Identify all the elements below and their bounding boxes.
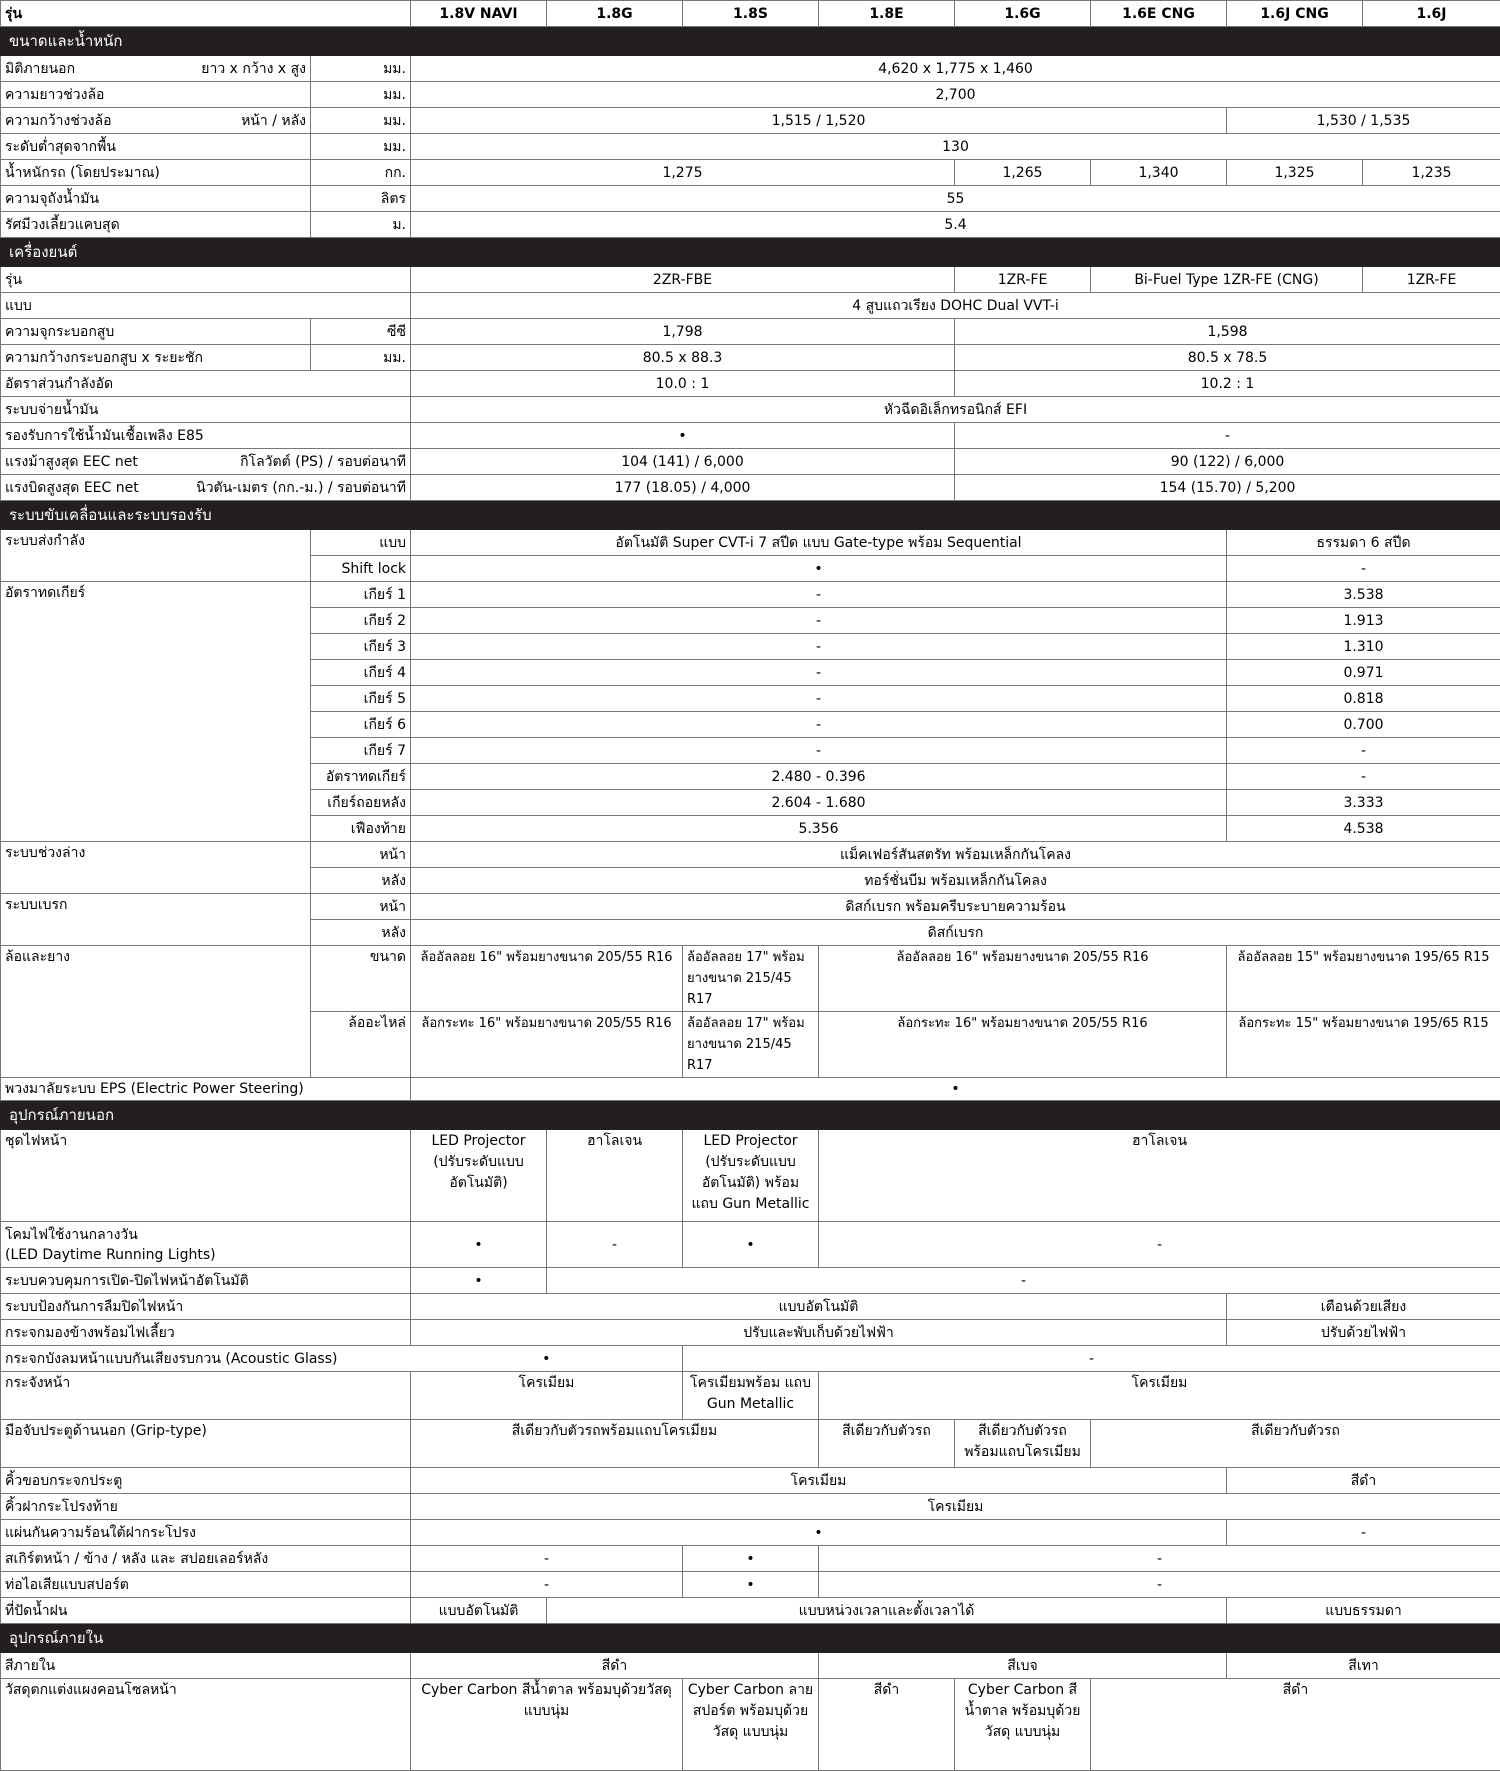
- spec-value: 3.333: [1227, 790, 1500, 816]
- spec-row: [1, 186, 1500, 212]
- spec-sub-label: เฟืองท้าย: [311, 816, 411, 842]
- spec-label: กระจกมองข้างพร้อมไฟเลี้ยว: [1, 1320, 411, 1346]
- spec-row: [1, 160, 1500, 186]
- spec-label: อัตราทดเกียร์: [1, 582, 311, 842]
- spec-label-text: ความกว้างช่วงล้อ: [5, 113, 112, 129]
- spec-value: •: [411, 1268, 547, 1294]
- spec-value: ล้ออัลลอย 15" พร้อมยางขนาด 195/65 R15: [1227, 946, 1500, 1012]
- spec-value: แบบธรรมดา: [1227, 1598, 1500, 1624]
- spec-value: สีเบจ: [819, 1653, 1227, 1679]
- spec-value: ล้อกระทะ 15" พร้อมยางขนาด 195/65 R15: [1227, 1012, 1500, 1078]
- spec-row: [1, 108, 1500, 134]
- spec-label: กระจังหน้า: [1, 1372, 411, 1420]
- spec-value: -: [411, 712, 1227, 738]
- spec-label: ความกว้างกระบอกสูบ x ระยะชัก: [1, 345, 311, 371]
- spec-row: [1, 345, 1500, 371]
- spec-sub-label: เกียร์ 6: [311, 712, 411, 738]
- spec-value: 80.5 x 78.5: [955, 345, 1500, 371]
- spec-value: ปรับด้วยไฟฟ้า: [1227, 1320, 1500, 1346]
- spec-sub-label: เกียร์ถอยหลัง: [311, 790, 411, 816]
- spec-label: คิ้วขอบกระจกประตู: [1, 1468, 411, 1494]
- spec-value: •: [683, 1546, 819, 1572]
- spec-value: ดิสก์เบรก: [411, 920, 1500, 946]
- spec-sub-label: หน้า: [311, 842, 411, 868]
- spec-row: [1, 1130, 1500, 1222]
- spec-value: -: [1227, 738, 1500, 764]
- spec-label: น้ำหนักรถ (โดยประมาณ): [1, 160, 311, 186]
- spec-row: [1, 397, 1500, 423]
- spec-value: -: [1227, 764, 1500, 790]
- spec-label: กระจกบังลมหน้าแบบกันเสียงรบกวน (Acoustic Glass): [1, 1346, 411, 1372]
- section-title: ขนาดและน้ำหนัก: [1, 27, 1500, 56]
- spec-value: 90 (122) / 6,000: [955, 449, 1500, 475]
- spec-value: สีดำ: [1227, 1468, 1500, 1494]
- spec-value: •: [411, 556, 1227, 582]
- spec-row: [1, 1372, 1500, 1420]
- spec-label: ระดับต่ำสุดจากพื้น: [1, 134, 311, 160]
- spec-row: [1, 1268, 1500, 1294]
- model-header-cell: 1.8V NAVI: [411, 1, 547, 27]
- section-title: อุปกรณ์ภายนอก: [1, 1101, 1500, 1130]
- spec-sub-label: เกียร์ 3: [311, 634, 411, 660]
- spec-value: สีเดียวกับตัวรถ พร้อมแถบโครเมียม: [955, 1420, 1091, 1468]
- spec-value: ทอร์ชั่นบีม พร้อมเหล็กกันโคลง: [411, 868, 1500, 894]
- spec-label: [1, 449, 411, 475]
- spec-value: โครเมียมพร้อม แถบ Gun Metallic: [683, 1372, 819, 1420]
- spec-label: พวงมาลัยระบบ EPS (Electric Power Steering): [1, 1078, 411, 1101]
- section-title: เครื่องยนต์: [1, 238, 1500, 267]
- spec-label: ท่อไอเสียแบบสปอร์ต: [1, 1572, 411, 1598]
- spec-value: สีดำ: [411, 1653, 819, 1679]
- spec-value: แม็คเฟอร์สันสตรัท พร้อมเหล็กกันโคลง: [411, 842, 1500, 868]
- spec-value: ธรรมดา 6 สปีด: [1227, 530, 1500, 556]
- spec-row: [1, 1078, 1500, 1101]
- spec-value: 1,265: [955, 160, 1091, 186]
- spec-row: [1, 1572, 1500, 1598]
- spec-label-text: (LED Daytime Running Lights): [5, 1245, 406, 1265]
- spec-value: 5.4: [411, 212, 1500, 238]
- spec-value: หัวฉีดอิเล็กทรอนิกส์ EFI: [411, 397, 1500, 423]
- spec-row: [1, 1320, 1500, 1346]
- spec-value: -: [819, 1222, 1500, 1268]
- spec-sub-label: หน้า / หลัง: [241, 111, 306, 131]
- spec-value: 2ZR-FBE: [411, 267, 955, 293]
- spec-value: 1ZR-FE: [1363, 267, 1500, 293]
- spec-value: 1.310: [1227, 634, 1500, 660]
- spec-value: -: [955, 423, 1500, 449]
- spec-unit: ลิตร: [311, 186, 411, 212]
- spec-sub-label: แบบ: [311, 530, 411, 556]
- spec-value: Cyber Carbon สีน้ำตาล พร้อมบุด้วยวัสดุแบบนุ่ม: [411, 1679, 683, 1771]
- spec-value: ฮาโลเจน: [547, 1130, 683, 1222]
- spec-label: [1, 1222, 411, 1268]
- spec-value: -: [1227, 556, 1500, 582]
- spec-value: -: [411, 582, 1227, 608]
- spec-label: ระบบจ่ายน้ำมัน: [1, 397, 411, 423]
- spec-value: -: [411, 738, 1227, 764]
- spec-value: 0.971: [1227, 660, 1500, 686]
- model-header-cell: 1.6J CNG: [1227, 1, 1363, 27]
- spec-sub-label: ยาว x กว้าง x สูง: [201, 59, 306, 79]
- spec-value: •: [411, 1222, 547, 1268]
- spec-label-text: มิติภายนอก: [5, 61, 75, 77]
- spec-row: [1, 423, 1500, 449]
- spec-value: สีเดียวกับตัวรถ: [1091, 1420, 1500, 1468]
- spec-row: [1, 293, 1500, 319]
- spec-value: -: [411, 660, 1227, 686]
- spec-value: -: [411, 1572, 683, 1598]
- spec-value: -: [819, 1546, 1500, 1572]
- spec-value: 1,340: [1091, 160, 1227, 186]
- spec-label: ระบบส่งกำลัง: [1, 530, 311, 582]
- spec-sub-label: หน้า: [311, 894, 411, 920]
- spec-value: 1,275: [411, 160, 955, 186]
- spec-label: สเกิร์ตหน้า / ข้าง / หลัง และ สปอยเลอร์หลัง: [1, 1546, 411, 1572]
- spec-value: ปรับและพับเก็บด้วยไฟฟ้า: [411, 1320, 1227, 1346]
- spec-label: รองรับการใช้น้ำมันเชื้อเพลิง E85: [1, 423, 411, 449]
- spec-value: •: [411, 1078, 1500, 1101]
- spec-value: 3.538: [1227, 582, 1500, 608]
- spec-value: 1,235: [1363, 160, 1500, 186]
- spec-row: [1, 56, 1500, 82]
- model-header-cell: 1.6G: [955, 1, 1091, 27]
- spec-value: -: [547, 1222, 683, 1268]
- spec-unit: มม.: [311, 56, 411, 82]
- spec-label: สีภายใน: [1, 1653, 411, 1679]
- spec-value: 1.913: [1227, 608, 1500, 634]
- spec-row: [1, 82, 1500, 108]
- spec-sub-label: Shift lock: [311, 556, 411, 582]
- spec-row: [1, 582, 1500, 608]
- spec-value: ล้อกระทะ 16" พร้อมยางขนาด 205/55 R16: [411, 1012, 683, 1078]
- model-header-cell: 1.8S: [683, 1, 819, 27]
- spec-value: 2.604 - 1.680: [411, 790, 1227, 816]
- model-header-row: [1, 1, 1500, 27]
- spec-sub-label: เกียร์ 4: [311, 660, 411, 686]
- spec-value: 1,325: [1227, 160, 1363, 186]
- spec-row: [1, 842, 1500, 868]
- spec-label: [1, 108, 311, 134]
- spec-label: ระบบควบคุมการเปิด-ปิดไฟหน้าอัตโนมัติ: [1, 1268, 411, 1294]
- spec-value: 0.700: [1227, 712, 1500, 738]
- spec-unit: กิโลวัตต์ (PS) / รอบต่อนาที: [240, 452, 406, 472]
- spec-row: [1, 1294, 1500, 1320]
- section-header: [1, 238, 1500, 267]
- model-header-cell: 1.6E CNG: [1091, 1, 1227, 27]
- spec-label: ความจุกระบอกสูบ: [1, 319, 311, 345]
- spec-value: สีเทา: [1227, 1653, 1500, 1679]
- spec-value: 130: [411, 134, 1500, 160]
- spec-value: 4 สูบแถวเรียง DOHC Dual VVT-i: [411, 293, 1500, 319]
- spec-value: 177 (18.05) / 4,000: [411, 475, 955, 501]
- spec-sub-label: เกียร์ 7: [311, 738, 411, 764]
- spec-unit: มม.: [311, 345, 411, 371]
- spec-row: [1, 1679, 1500, 1771]
- spec-value: ล้ออัลลอย 16" พร้อมยางขนาด 205/55 R16: [819, 946, 1227, 1012]
- spec-row: [1, 1468, 1500, 1494]
- spec-value: โครเมียม: [411, 1468, 1227, 1494]
- spec-sub-label: เกียร์ 2: [311, 608, 411, 634]
- spec-row: [1, 1222, 1500, 1268]
- model-header-cell: 1.6J: [1363, 1, 1500, 27]
- spec-label: [1, 475, 411, 501]
- spec-label: มือจับประตูด้านนอก (Grip-type): [1, 1420, 411, 1468]
- spec-value: •: [683, 1572, 819, 1598]
- spec-value: -: [411, 1546, 683, 1572]
- spec-value: 4.538: [1227, 816, 1500, 842]
- spec-value: เตือนด้วยเสียง: [1227, 1294, 1500, 1320]
- spec-sub-label: หลัง: [311, 868, 411, 894]
- spec-row: [1, 1546, 1500, 1572]
- spec-value: •: [411, 423, 955, 449]
- spec-value: -: [547, 1268, 1500, 1294]
- spec-value: 1,515 / 1,520: [411, 108, 1227, 134]
- spec-unit: นิวตัน-เมตร (กก.-ม.) / รอบต่อนาที: [196, 478, 406, 498]
- spec-row: [1, 894, 1500, 920]
- spec-row: [1, 1420, 1500, 1468]
- spec-row: [1, 946, 1500, 1012]
- spec-value: ล้อกระทะ 16" พร้อมยางขนาด 205/55 R16: [819, 1012, 1227, 1078]
- section-title: ระบบขับเคลื่อนและระบบรองรับ: [1, 501, 1500, 530]
- spec-label-text: แรงม้าสูงสุด EEC net: [5, 454, 138, 470]
- spec-label: วัสดุตกแต่งแผงคอนโซลหน้า: [1, 1679, 411, 1771]
- spec-value: 5.356: [411, 816, 1227, 842]
- spec-label: แบบ: [1, 293, 411, 319]
- section-header: [1, 501, 1500, 530]
- spec-value: ล้ออัลลอย 17" พร้อม ยางขนาด 215/45 R17: [683, 946, 819, 1012]
- spec-row: [1, 475, 1500, 501]
- spec-value: ล้ออัลลอย 16" พร้อมยางขนาด 205/55 R16: [411, 946, 683, 1012]
- spec-row: [1, 530, 1500, 556]
- spec-value: แบบอัตโนมัติ: [411, 1294, 1227, 1320]
- spec-value: Cyber Carbon ลายสปอร์ต พร้อมบุด้วยวัสดุ แบบนุ่ม: [683, 1679, 819, 1771]
- spec-label: รัศมีวงเลี้ยวแคบสุด: [1, 212, 311, 238]
- spec-sub-label: หลัง: [311, 920, 411, 946]
- spec-unit: มม.: [311, 134, 411, 160]
- spec-label: ล้อและยาง: [1, 946, 311, 1078]
- spec-unit: ซีซี: [311, 319, 411, 345]
- spec-value: -: [1227, 1520, 1500, 1546]
- spec-label: ระบบเบรก: [1, 894, 311, 946]
- section-header: [1, 1101, 1500, 1130]
- spec-value: 1ZR-FE: [955, 267, 1091, 293]
- spec-value: Bi-Fuel Type 1ZR-FE (CNG): [1091, 267, 1363, 293]
- spec-unit: กก.: [311, 160, 411, 186]
- section-header: [1, 1624, 1500, 1653]
- model-header-cell: 1.8G: [547, 1, 683, 27]
- spec-label: ระบบช่วงล่าง: [1, 842, 311, 894]
- spec-value: -: [411, 608, 1227, 634]
- spec-value: ฮาโลเจน: [819, 1130, 1500, 1222]
- spec-value: 4,620 x 1,775 x 1,460: [411, 56, 1500, 82]
- spec-value: สีดำ: [1091, 1679, 1500, 1771]
- spec-value: -: [411, 634, 1227, 660]
- spec-label: ความยาวช่วงล้อ: [1, 82, 311, 108]
- spec-row: [1, 267, 1500, 293]
- spec-value: 1,530 / 1,535: [1227, 108, 1500, 134]
- model-header-cell: 1.8E: [819, 1, 955, 27]
- spec-value: ดิสก์เบรก พร้อมครีบระบายความร้อน: [411, 894, 1500, 920]
- spec-value: Cyber Carbon สีน้ำตาล พร้อมบุด้วยวัสดุ แบบนุ่ม: [955, 1679, 1091, 1771]
- spec-sub-label: เกียร์ 5: [311, 686, 411, 712]
- spec-value: -: [411, 686, 1227, 712]
- spec-label: ระบบป้องกันการลืมปิดไฟหน้า: [1, 1294, 411, 1320]
- spec-label: แผ่นกันความร้อนใต้ฝากระโปรง: [1, 1520, 411, 1546]
- spec-value: -: [819, 1572, 1500, 1598]
- spec-label-text: โคมไฟใช้งานกลางวัน: [5, 1225, 406, 1245]
- spec-value: 2,700: [411, 82, 1500, 108]
- model-header-label: รุ่น: [1, 1, 411, 27]
- spec-value: แบบหน่วงเวลาและตั้งเวลาได้: [547, 1598, 1227, 1624]
- spec-sub-label: ล้ออะไหล่: [311, 1012, 411, 1078]
- spec-value: 104 (141) / 6,000: [411, 449, 955, 475]
- spec-value: 55: [411, 186, 1500, 212]
- spec-value: โครเมียม: [411, 1494, 1500, 1520]
- spec-row: [1, 1494, 1500, 1520]
- spec-sub-label: เกียร์ 1: [311, 582, 411, 608]
- spec-label: ความจุถังน้ำมัน: [1, 186, 311, 212]
- spec-value: -: [683, 1346, 1500, 1372]
- spec-sub-label: ขนาด: [311, 946, 411, 1012]
- spec-value: 1,798: [411, 319, 955, 345]
- spec-row: [1, 1520, 1500, 1546]
- spec-unit: มม.: [311, 108, 411, 134]
- spec-value: 80.5 x 88.3: [411, 345, 955, 371]
- spec-value: •: [683, 1222, 819, 1268]
- spec-value: สีเดียวกับตัวรถ: [819, 1420, 955, 1468]
- spec-unit: ม.: [311, 212, 411, 238]
- spec-label: รุ่น: [1, 267, 411, 293]
- spec-value: LED Projector (ปรับระดับแบบ อัตโนมัติ): [411, 1130, 547, 1222]
- section-header: [1, 27, 1500, 56]
- spec-unit: มม.: [311, 82, 411, 108]
- spec-value: 0.818: [1227, 686, 1500, 712]
- spec-label: [1, 56, 311, 82]
- spec-value: •: [411, 1346, 683, 1372]
- spec-value: โครเมียม: [411, 1372, 683, 1420]
- spec-value: ล้ออัลลอย 17" พร้อม ยางขนาด 215/45 R17: [683, 1012, 819, 1078]
- spec-value: 2.480 - 0.396: [411, 764, 1227, 790]
- spec-row: [1, 212, 1500, 238]
- spec-label-text: แรงบิดสูงสุด EEC net: [5, 480, 139, 496]
- spec-label: อัตราส่วนกำลังอัด: [1, 371, 411, 397]
- spec-row: [1, 449, 1500, 475]
- spec-row: [1, 371, 1500, 397]
- spec-value: •: [411, 1520, 1227, 1546]
- spec-value: สีเดียวกับตัวรถพร้อมแถบโครเมียม: [411, 1420, 819, 1468]
- section-title: อุปกรณ์ภายใน: [1, 1624, 1500, 1653]
- spec-label: คิ้วฝากระโปรงท้าย: [1, 1494, 411, 1520]
- spec-value: โครเมียม: [819, 1372, 1500, 1420]
- spec-value: LED Projector (ปรับระดับแบบ อัตโนมัติ) พร้อม แถบ Gun Metallic: [683, 1130, 819, 1222]
- spec-row: [1, 1598, 1500, 1624]
- spec-sub-label: อัตราทดเกียร์: [311, 764, 411, 790]
- spec-value: อัตโนมัติ Super CVT-i 7 สปีด แบบ Gate-type พร้อม Sequential: [411, 530, 1227, 556]
- spec-value: 10.2 : 1: [955, 371, 1500, 397]
- spec-label: ที่ปัดน้ำฝน: [1, 1598, 411, 1624]
- spec-value: สีดำ: [819, 1679, 955, 1771]
- spec-value: 10.0 : 1: [411, 371, 955, 397]
- spec-value: 154 (15.70) / 5,200: [955, 475, 1500, 501]
- spec-value: 1,598: [955, 319, 1500, 345]
- spec-row: [1, 1653, 1500, 1679]
- spec-row: [1, 134, 1500, 160]
- spec-row: [1, 1346, 1500, 1372]
- spec-label: ชุดไฟหน้า: [1, 1130, 411, 1222]
- spec-row: [1, 319, 1500, 345]
- spec-value: แบบอัตโนมัติ: [411, 1598, 547, 1624]
